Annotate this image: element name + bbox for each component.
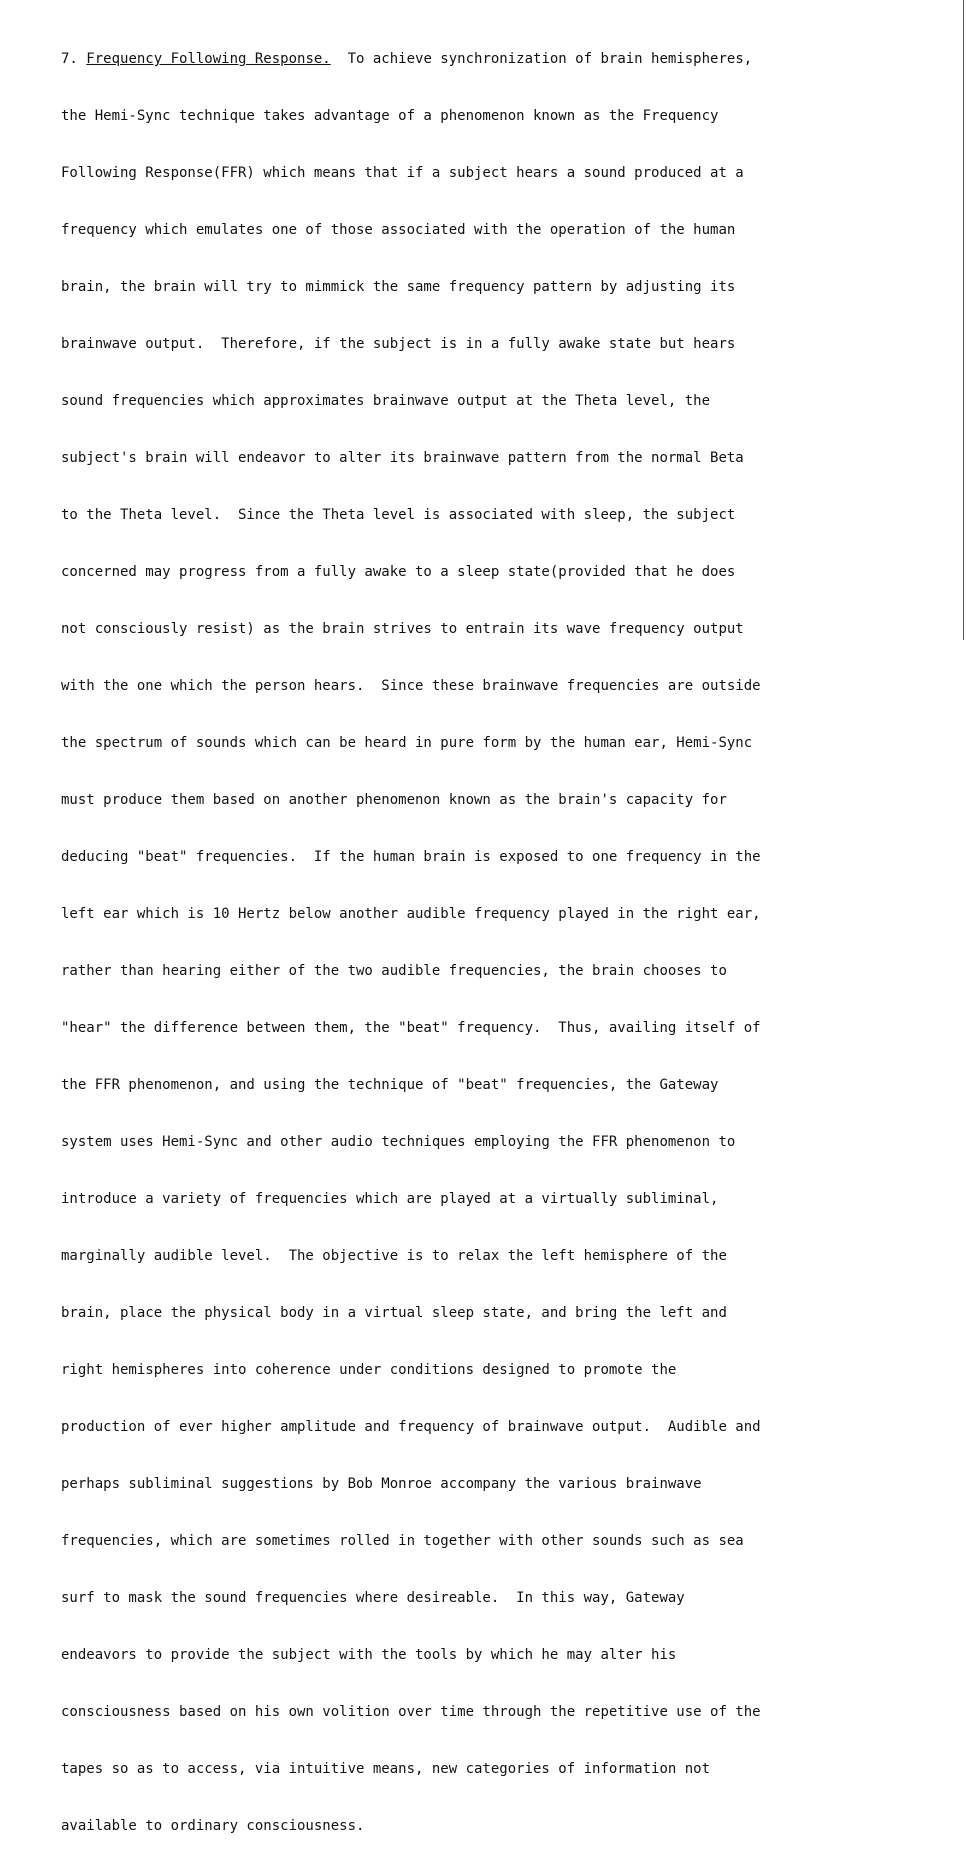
paragraph-line: sound frequencies which approximates brainwave output at the Theta level, the xyxy=(61,393,711,409)
paragraph-line: marginally audible level. The objective is to relax the left hemisphere of the xyxy=(61,1248,727,1264)
paragraph-line: consciousness based on his own volition over time through the repetitive use of the xyxy=(61,1704,761,1720)
paragraph-line: "hear" the difference between them, the "beat" frequency. Thus, availing itself of xyxy=(61,1020,761,1036)
page-edge-divider xyxy=(963,0,964,640)
paragraph-line: surf to mask the sound frequencies where desireable. In this way, Gateway xyxy=(61,1590,685,1606)
paragraph-line: must produce them based on another phenomenon known as the brain's capacity for xyxy=(61,792,727,808)
paragraph-line: system uses Hemi-Sync and other audio techniques employing the FFR phenomenon to xyxy=(61,1134,736,1150)
paragraph-heading: Frequency Following Response. xyxy=(86,51,331,67)
paragraph-line: rather than hearing either of the two audible frequencies, the brain chooses to xyxy=(61,963,727,979)
paragraph-first-line xyxy=(61,50,881,69)
paragraph-line: brain, the brain will try to mimmick the same frequency pattern by adjusting its xyxy=(61,279,736,295)
paragraph-line: with the one which the person hears. Since these brainwave frequencies are outside xyxy=(61,678,761,694)
paragraph-line: frequencies, which are sometimes rolled in together with other sounds such as sea xyxy=(61,1533,744,1549)
paragraph-line: To achieve synchronization of brain hemispheres, xyxy=(347,51,753,67)
paragraph-line: endeavors to provide the subject with the tools by which he may alter his xyxy=(61,1647,677,1663)
paragraph-line: brainwave output. Therefore, if the subject is in a fully awake state but hears xyxy=(61,336,736,352)
paragraph-line: concerned may progress from a fully awake to a sleep state(provided that he does xyxy=(61,564,736,580)
paragraph-line: production of ever higher amplitude and frequency of brainwave output. Audible and xyxy=(61,1419,761,1435)
paragraph-line: the FFR phenomenon, and using the technique of "beat" frequencies, the Gateway xyxy=(61,1077,719,1093)
paragraph-line: available to ordinary consciousness. xyxy=(61,1818,365,1834)
paragraph-line: deducing "beat" frequencies. If the human brain is exposed to one frequency in the xyxy=(61,849,761,865)
paragraph-line: Following Response(FFR) which means that if a subject hears a sound produced at a xyxy=(61,165,744,181)
paragraph-line: not consciously resist) as the brain strives to entrain its wave frequency output xyxy=(61,621,744,637)
paragraph-number: 7. xyxy=(61,51,78,67)
paragraph-line: tapes so as to access, via intuitive means, new categories of information not xyxy=(61,1761,711,1777)
paragraph-line: frequency which emulates one of those associated with the operation of the human xyxy=(61,222,736,238)
paragraph-line: subject's brain will endeavor to alter its brainwave pattern from the normal Beta xyxy=(61,450,744,466)
paragraph-line: perhaps subliminal suggestions by Bob Monroe accompany the various brainwave xyxy=(61,1476,702,1492)
paragraph-line: brain, place the physical body in a virtual sleep state, and bring the left and xyxy=(61,1305,727,1321)
paragraph-line: to the Theta level. Since the Theta level is associated with sleep, the subject xyxy=(61,507,736,523)
paragraph-line: the Hemi-Sync technique takes advantage of a phenomenon known as the Frequency xyxy=(61,108,719,124)
paragraph-7 xyxy=(61,12,881,1874)
paragraph-line: left ear which is 10 Hertz below another audible frequency played in the right ear, xyxy=(61,906,761,922)
paragraph-line: introduce a variety of frequencies which are played at a virtually subliminal, xyxy=(61,1191,719,1207)
paragraph-line: the spectrum of sounds which can be heard in pure form by the human ear, Hemi-Sync xyxy=(61,735,753,751)
paragraph-line: right hemispheres into coherence under conditions designed to promote the xyxy=(61,1362,677,1378)
